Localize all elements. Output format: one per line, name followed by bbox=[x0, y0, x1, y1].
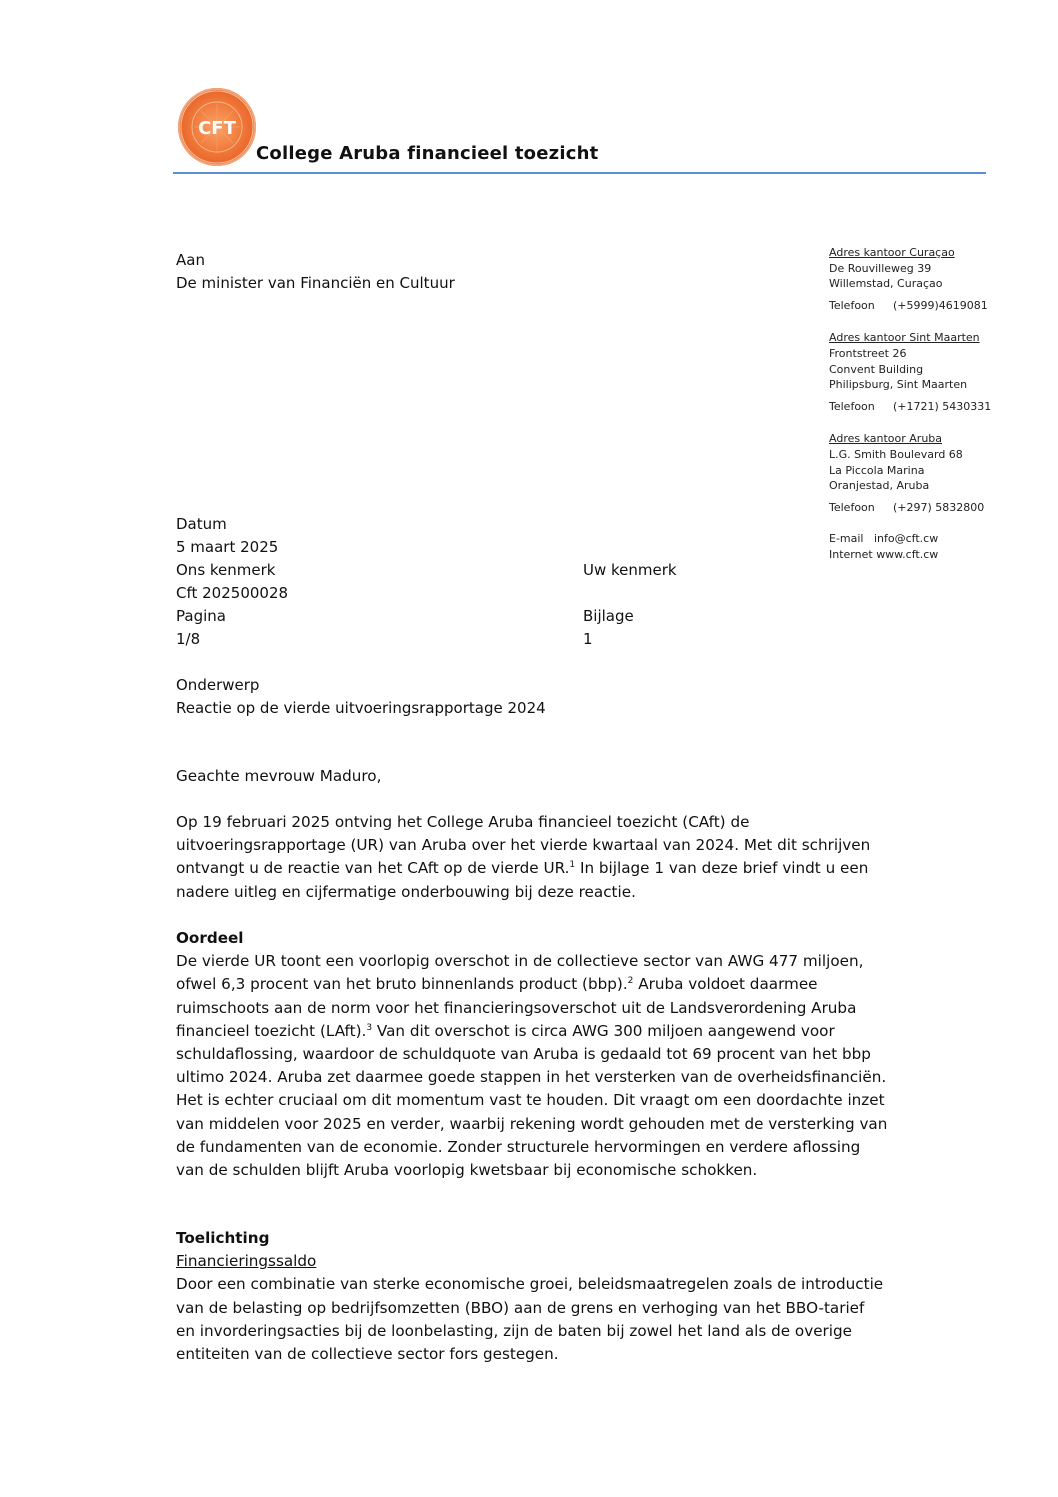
attachment-value: 1 bbox=[583, 630, 593, 648]
phone-number: (+5999)4619081 bbox=[893, 298, 988, 312]
header-rule bbox=[173, 172, 986, 174]
footnote-ref[interactable]: 1 bbox=[569, 860, 576, 871]
address-line: La Piccola Marina bbox=[829, 463, 925, 477]
recipient-name: De minister van Financiën en Cultuur bbox=[176, 274, 455, 292]
subject-value: Reactie op de vierde uitvoeringsrapportage 2024 bbox=[176, 699, 546, 717]
your-ref-label: Uw kenmerk bbox=[583, 561, 677, 579]
svg-text:CFT: CFT bbox=[198, 118, 236, 139]
footnote-ref[interactable]: 3 bbox=[366, 1022, 373, 1033]
subsection-heading-financieringssaldo: Financieringssaldo bbox=[176, 1252, 317, 1271]
subject-label: Onderwerp bbox=[176, 676, 260, 694]
phone-label: Telefoon bbox=[829, 298, 875, 312]
address-line: Philipsburg, Sint Maarten bbox=[829, 378, 968, 392]
recipient-block bbox=[176, 249, 455, 295]
phone-number: (+1721) 5430331 bbox=[893, 399, 992, 413]
intro-text: In bijlage 1 van deze brief vindt u een nadere uitleg en cijfermatige onderbouwing bij deze reactie. bbox=[176, 859, 869, 901]
phone-number: (+297) 5832800 bbox=[893, 500, 985, 514]
address-line: Willemstad, Curaçao bbox=[829, 277, 943, 291]
office-sint-maarten bbox=[829, 330, 1019, 414]
internet-link[interactable]: www.cft.cw bbox=[876, 547, 939, 561]
intro-text: Op 19 februari 2025 ontving het College Aruba financieel toezicht (CAft) de uitvoeringsrapportage (UR) van Aruba over het vierde kwartaal van 2024. Met dit schrijven ontvangt u de reactie van het CAft op de vierde UR. bbox=[176, 813, 871, 878]
address-line: Oranjestad, Aruba bbox=[829, 479, 930, 493]
date-value: 5 maart 2025 bbox=[176, 538, 279, 556]
address-line: Frontstreet 26 bbox=[829, 346, 907, 360]
toelichting-section bbox=[176, 1227, 888, 1366]
logo-emblem-icon bbox=[178, 88, 256, 166]
phone-label: Telefoon bbox=[829, 399, 875, 413]
intro-paragraph bbox=[176, 811, 888, 904]
footnote-ref[interactable]: 2 bbox=[627, 976, 634, 987]
cft-logo bbox=[178, 88, 256, 166]
salutation: Geachte mevrouw Maduro, bbox=[176, 767, 382, 785]
our-ref-label: Ons kenmerk bbox=[176, 561, 276, 579]
date-label: Datum bbox=[176, 515, 227, 533]
address-line: Convent Building bbox=[829, 362, 924, 376]
org-title: College Aruba financieel toezicht bbox=[256, 143, 599, 164]
office-curacao bbox=[829, 245, 1019, 313]
office-addresses bbox=[829, 245, 1019, 563]
your-ref-value bbox=[583, 582, 677, 605]
email-label: E-mail bbox=[829, 532, 864, 546]
letter-meta-left bbox=[176, 513, 546, 720]
office-heading: Adres kantoor Sint Maarten bbox=[829, 331, 980, 345]
oordeel-text: Aruba voldoet daarmee ruimschoots aan de norm voor het financieringsoverschot uit de Landsverordening Aruba financieel toezicht (LAft). bbox=[176, 975, 857, 1040]
page-label: Pagina bbox=[176, 607, 226, 625]
email-row bbox=[829, 531, 1019, 547]
section-heading-toelichting: Toelichting bbox=[176, 1229, 270, 1247]
phone-row bbox=[829, 500, 1019, 516]
letter-meta-right bbox=[583, 559, 677, 651]
section-heading-oordeel: Oordeel bbox=[176, 929, 244, 947]
phone-row bbox=[829, 399, 1019, 415]
office-heading: Adres kantoor Aruba bbox=[829, 432, 943, 446]
oordeel-text: Van dit overschot is circa AWG 300 miljoen aangewend voor schuldaflossing, waardoor de schuldquote van Aruba is gedaald tot 69 procent van het bbp ultimo 2024. Aruba zet daarmee goede stappen in het versterken van de overheidsfinanciën. Het is echter cruciaal om dit momentum vast te houden. Dit vraagt om een doordachte inzet van middelen voor 2025 en verder, waarbij rekening wordt gehouden met de versterking van de fundamenten van de economie. Zonder structurele hervormingen en verdere aflossing van de schulden blijft Aruba voorlopig kwetsbaar bij economische schokken. bbox=[176, 1021, 888, 1180]
email-link[interactable]: info@cft.cw bbox=[874, 532, 939, 546]
attachment-label: Bijlage bbox=[583, 607, 634, 625]
our-ref-value: Cft 202500028 bbox=[176, 584, 289, 602]
oordeel-text: De vierde UR toont een voorlopig overschot in de collectieve sector van AWG 477 miljoen, ofwel 6,3 procent van het bruto binnenlands product (bbp). bbox=[176, 952, 864, 994]
address-line: L.G. Smith Boulevard 68 bbox=[829, 447, 963, 461]
internet-row bbox=[829, 547, 1019, 563]
contact-block bbox=[829, 531, 1019, 562]
phone-label: Telefoon bbox=[829, 500, 875, 514]
oordeel-section bbox=[176, 927, 888, 1182]
internet-label: Internet bbox=[829, 547, 873, 561]
recipient-label: Aan bbox=[176, 251, 205, 269]
office-aruba bbox=[829, 431, 1019, 515]
office-heading: Adres kantoor Curaçao bbox=[829, 246, 955, 259]
toelichting-text: Door een combinatie van sterke economische groei, beleidsmaatregelen zoals de introductie van de belasting op bedrijfsomzetten (BBO) aan de grens en verhoging van het BBO-tarief en invorderingsacties bij de loonbelasting, zijn de baten bij zowel het land als de overige entiteiten van de collectieve sector fors gestegen. bbox=[176, 1275, 884, 1364]
address-line: De Rouvilleweg 39 bbox=[829, 261, 932, 275]
page-value: 1/8 bbox=[176, 630, 201, 648]
phone-row bbox=[829, 298, 1019, 314]
